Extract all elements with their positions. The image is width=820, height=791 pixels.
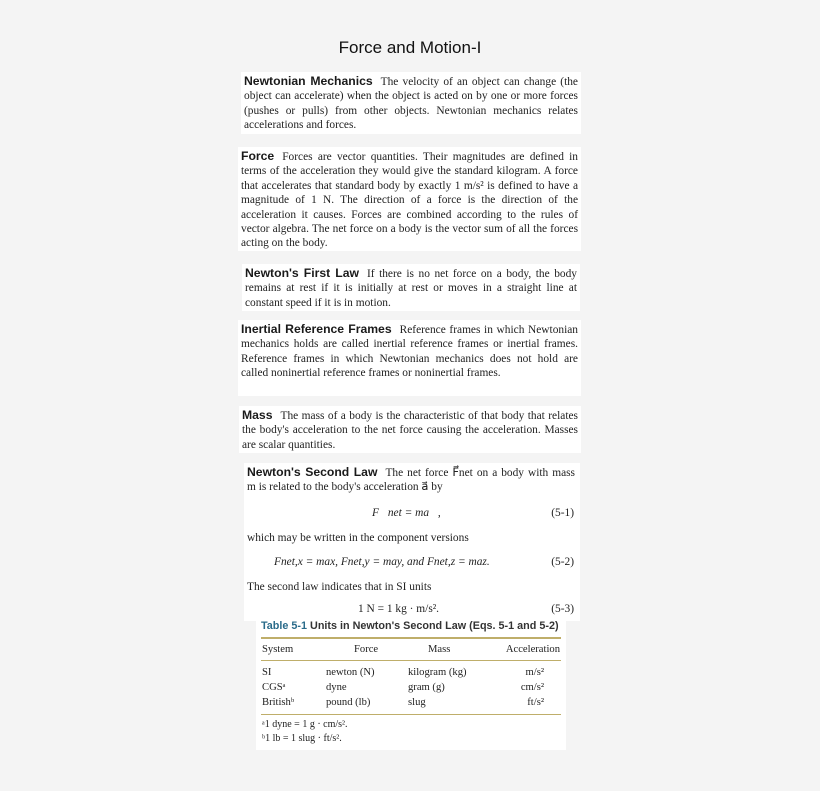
table-rule: [261, 637, 561, 639]
table-cell: kilogram (kg): [408, 667, 467, 678]
section-heading: Newton's First Law: [245, 266, 359, 280]
section-heading: Newtonian Mechanics: [244, 74, 373, 88]
section-newtonian-mechanics: [241, 72, 581, 134]
section-body: The mass of a body is the characteristic of that body that relates the body's acceleration to the net force causing the acceleration. Masses are scalar quantities.: [242, 410, 578, 451]
component-text: which may be written in the component versions: [247, 532, 469, 544]
table-cell: newton (N): [326, 667, 375, 678]
table-footnote: ᵇ1 lb = 1 slug · ft/s².: [262, 733, 342, 744]
section-body: The net force F⃗net on a body with mass m is related to the body's acceleration a⃗ by: [247, 467, 575, 494]
equation-number: (5-1): [551, 507, 574, 519]
table-cell: slug: [408, 697, 426, 708]
table-caption: Units in Newton's Second Law (Eqs. 5-1 and 5-2): [310, 620, 559, 632]
section-body: The velocity of an object can change (the object can accelerate) when the object is acted on by one or more forces (pushes or pulls) from other objects. Newtonian mechanics relates accelerations and forces.: [244, 76, 578, 132]
equation-number: (5-2): [551, 556, 574, 568]
section-inertial-frames: [238, 320, 581, 396]
section-heading: Force: [241, 149, 275, 163]
page-title: Force and Motion-I: [338, 38, 482, 57]
equation-5-2: Fnet,x = max, Fnet,y = may, and Fnet,z = maz.: [274, 556, 490, 568]
section-first-law: [242, 264, 580, 311]
section-body: Reference frames in which Newtonian mechanics holds are called inertial reference frames or inertial frames. Reference frames in which Newtonian mechanics does not hold are called noninertial reference frames or noninertial frames.: [241, 324, 579, 380]
table-cell: SI: [262, 667, 272, 678]
table-rule: [261, 714, 561, 715]
table-cell: gram (g): [408, 682, 445, 693]
table-header: Force: [354, 644, 379, 655]
table-cell: CGSᵃ: [262, 682, 286, 693]
table-cell: dyne: [326, 682, 347, 693]
table-cell: m/s²: [525, 667, 544, 678]
section-body: Forces are vector quantities. Their magnitudes are defined in terms of the acceleration they would give the standard kilogram. A force that accelerates that standard body by exactly 1 m/s² is defined to have a magnitude of 1 N. The direction of a force is the direction of the acceleration it causes. Forces are combined according to the rules of vector algebra. The net force on a body is the vector sum of all the forces acting on the body.: [241, 151, 578, 250]
section-second-law: [244, 463, 580, 621]
table-header: System: [262, 644, 294, 655]
table-header: Mass: [428, 644, 451, 655]
table-cell: cm/s²: [520, 682, 544, 693]
second-law-intro: [247, 465, 575, 495]
section-force: [238, 147, 581, 251]
table-cell: ft/s²: [527, 697, 544, 708]
section-heading: Inertial Reference Frames: [241, 322, 392, 336]
units-table: [256, 618, 566, 750]
equation-5-3: 1 N = 1 kg · m/s².: [358, 603, 440, 615]
table-footnote: ᵃ1 dyne = 1 g · cm/s².: [262, 719, 348, 730]
section-body: If there is no net force on a body, the body remains at rest if it is initially at rest or moves in a straight line at constant speed if it is in motion.: [245, 268, 577, 309]
equation-number: (5-3): [551, 603, 574, 615]
section-heading: Newton's Second Law: [247, 465, 378, 479]
section-heading: Mass: [242, 408, 273, 422]
table-cell: Britishᵇ: [262, 697, 295, 708]
table-header: Acceleration: [505, 644, 560, 655]
section-mass: [239, 406, 581, 453]
table-rule: [261, 660, 561, 661]
table-cell: pound (lb): [326, 697, 371, 708]
si-text: The second law indicates that in SI units: [247, 581, 432, 593]
table-number: Table 5-1: [261, 620, 308, 632]
table-title: [261, 620, 559, 632]
equation-5-1: F⃗net = ma⃗,: [372, 507, 441, 519]
